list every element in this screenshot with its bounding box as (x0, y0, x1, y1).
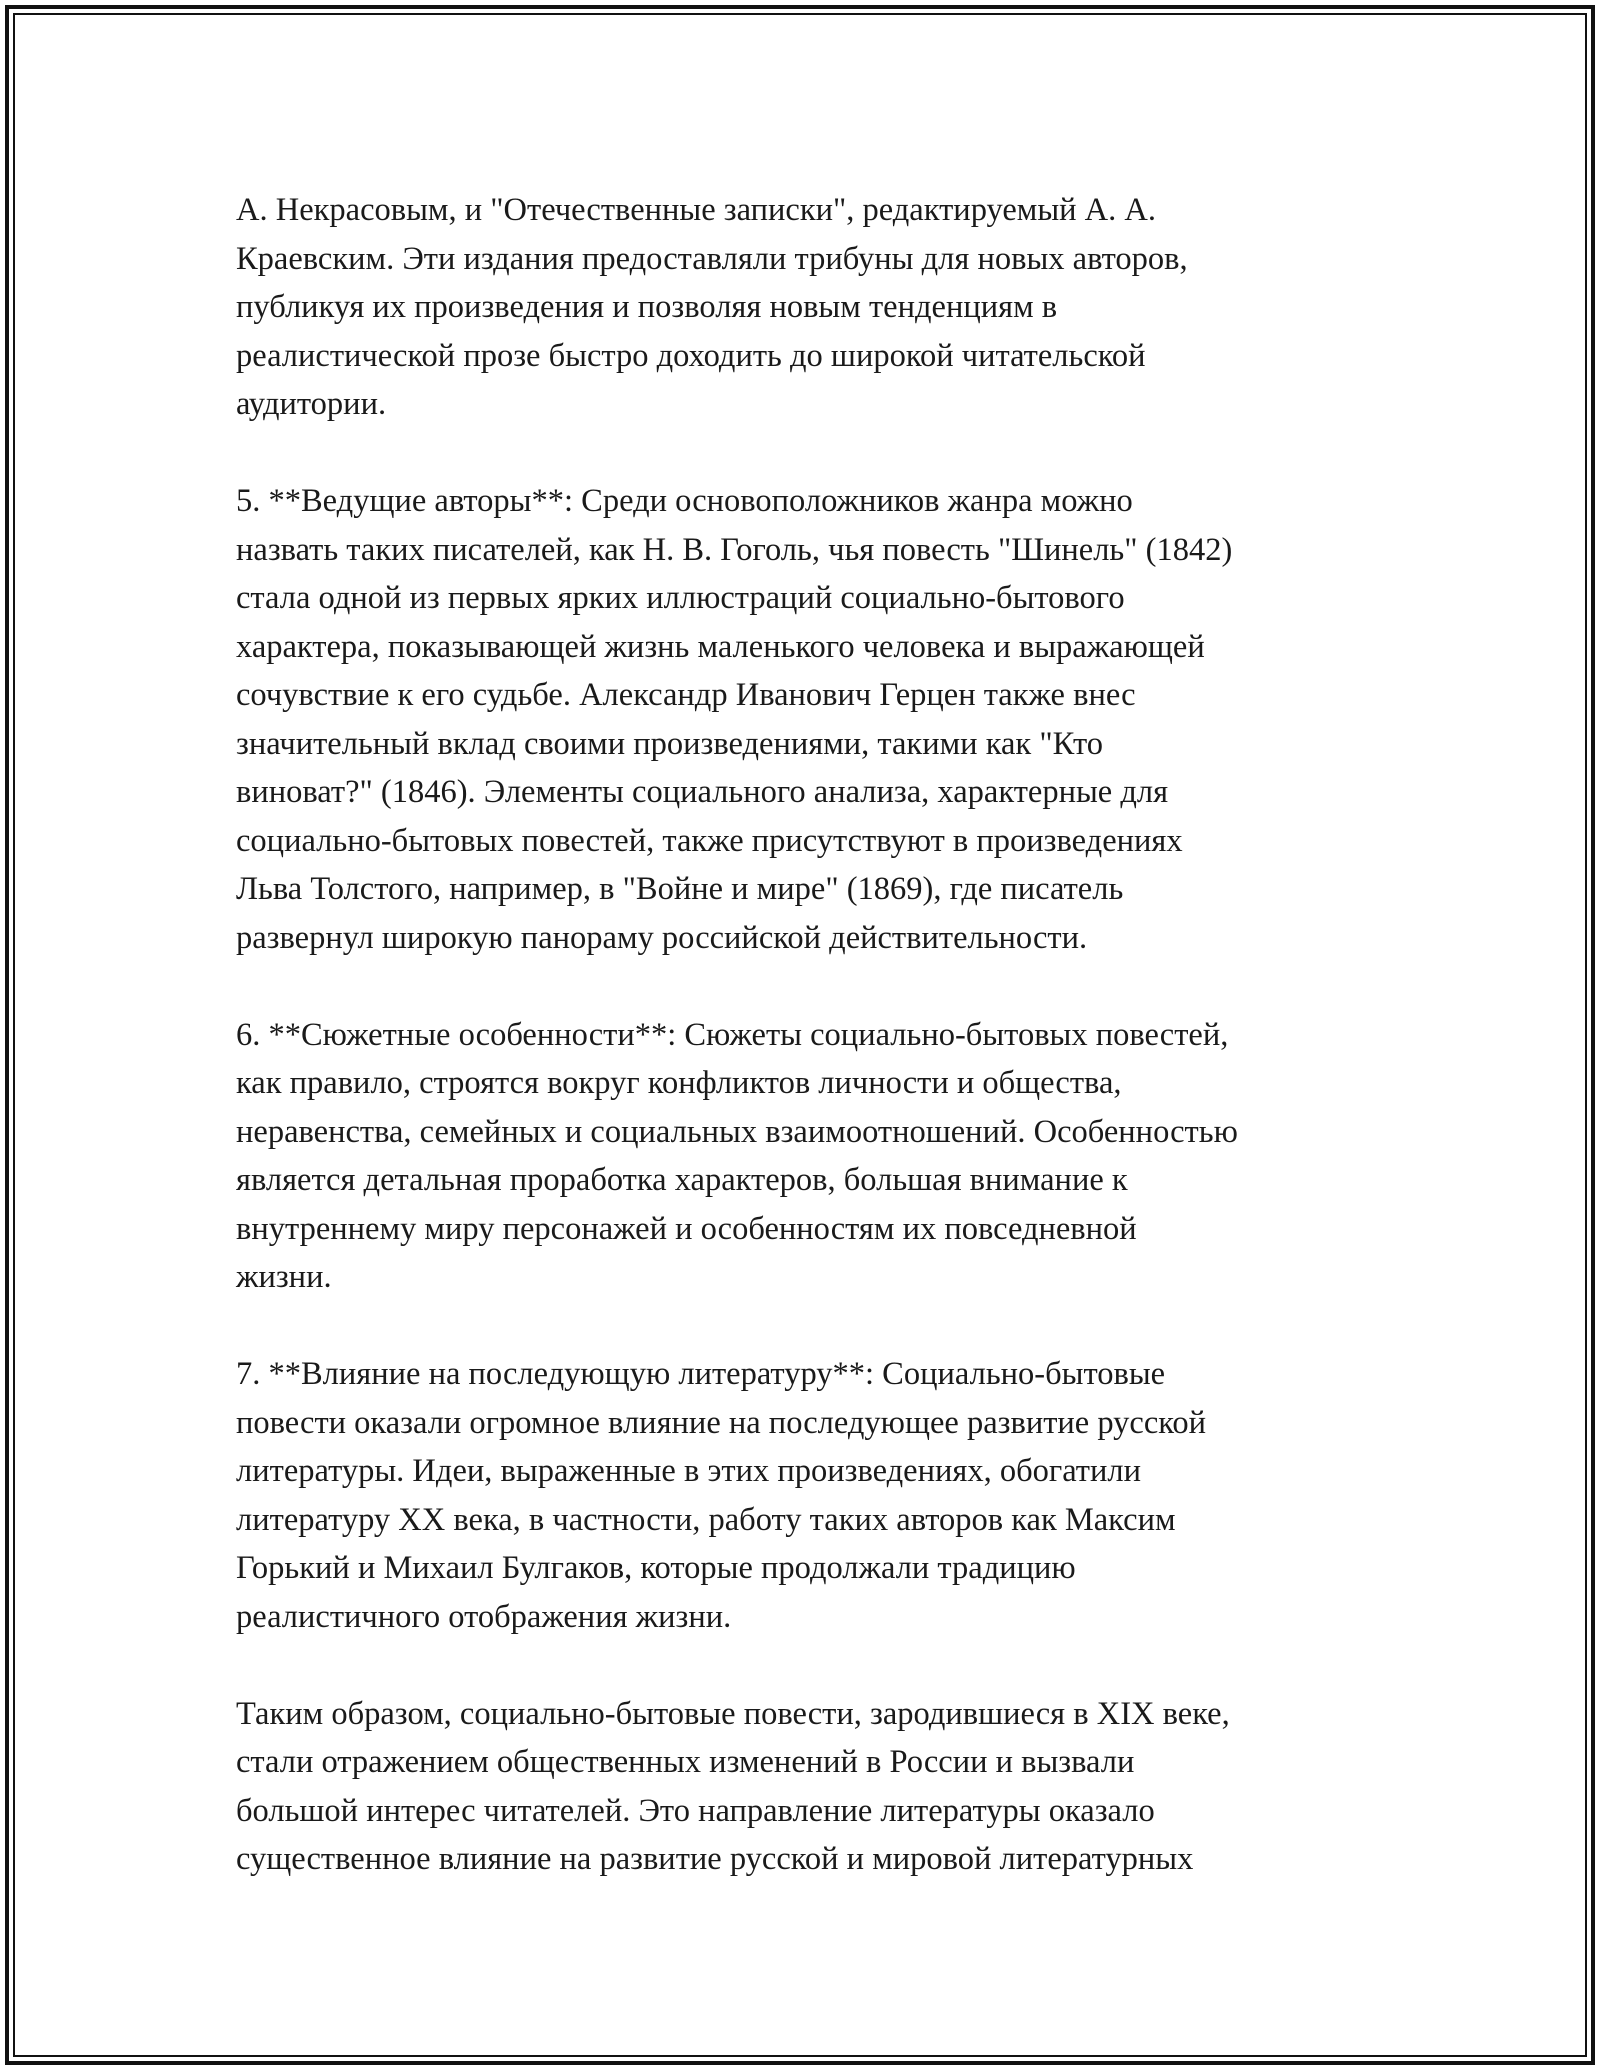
text-line: существенное влияние на развитие русской и мировой литературных (236, 1841, 1194, 1877)
text-line: 6. **Сюжетные особенности**: Сюжеты социально-бытовых повестей, (236, 1016, 1229, 1053)
text-line: как правило, строятся вокруг конфликтов личности и общества, (236, 1065, 1122, 1101)
text-line: виноват?" (1846). Элементы социального анализа, характерные для (236, 774, 1169, 810)
text-line: развернул широкую панораму российской действительности. (236, 919, 1088, 956)
paragraph-spacer (236, 962, 1416, 1011)
text-line: А. Некрасовым, и "Отечественные записки", редактируемый А. А. (236, 192, 1156, 228)
paragraph-spacer (236, 429, 1416, 478)
text-line: аудитории. (236, 386, 387, 422)
text-line: неравенства, семейных и социальных взаимоотношений. Особенностью (236, 1113, 1238, 1150)
paragraph-spacer (236, 1302, 1416, 1351)
text-line: реалистичного отображения жизни. (236, 1598, 732, 1635)
text-line: жизни. (236, 1259, 332, 1295)
text-line: характера, показывающей жизнь маленького человека и выражающей (236, 628, 1205, 665)
text-line: Таким образом, социально-бытовые повести, зародившиеся в XIX веке, (236, 1695, 1230, 1732)
paragraph-spacer (236, 1641, 1416, 1690)
text-line: Льва Толстого, например, в "Войне и мире" (1869), где писатель (236, 871, 1124, 907)
text-line: значительный вклад своими произведениями, такими как "Кто (236, 725, 1104, 762)
text-line: реалистической прозе быстро доходить до широкой читательской (236, 337, 1146, 374)
paragraph (236, 477, 1416, 962)
text-line: литературы. Идеи, выраженные в этих произведениях, обогатили (236, 1453, 1142, 1489)
text-line: является детальная проработка характеров, большая внимание к (236, 1162, 1128, 1198)
paragraph (236, 1350, 1416, 1641)
text-line: 5. **Ведущие авторы**: Среди основоположников жанра можно (236, 483, 1133, 519)
text-line: Краевским. Эти издания предоставляли трибуны для новых авторов, (236, 240, 1188, 277)
text-line: назвать таких писателей, как Н. В. Гоголь, чья повесть "Шинель" (1842) (236, 531, 1233, 568)
paragraph (236, 1011, 1416, 1302)
text-line: 7. **Влияние на последующую литературу**: Социально-бытовые (236, 1356, 1166, 1392)
text-line: сочувствие к его судьбе. Александр Иванович Герцен также внес (236, 677, 1136, 713)
text-line: Горький и Михаил Булгаков, которые продолжали традицию (236, 1550, 1076, 1586)
text-line: литературу XX века, в частности, работу таких авторов как Максим (236, 1501, 1176, 1538)
text-line: большой интерес читателей. Это направление литературы оказало (236, 1792, 1155, 1829)
text-line: социально-бытовых повестей, также присутствуют в произведениях (236, 822, 1183, 859)
text-line: внутреннему миру персонажей и особенностям их повседневной (236, 1210, 1137, 1247)
text-line: стали отражением общественных изменений в России и вызвали (236, 1744, 1135, 1780)
text-line: повести оказали огромное влияние на последующее развитие русской (236, 1404, 1207, 1441)
text-line: стала одной из первых ярких иллюстраций социально-бытового (236, 580, 1125, 616)
paragraph (236, 1690, 1416, 1884)
document-body (236, 186, 1416, 1884)
paragraph (236, 186, 1416, 429)
text-line: публикуя их произведения и позволяя новым тенденциям в (236, 289, 1058, 325)
